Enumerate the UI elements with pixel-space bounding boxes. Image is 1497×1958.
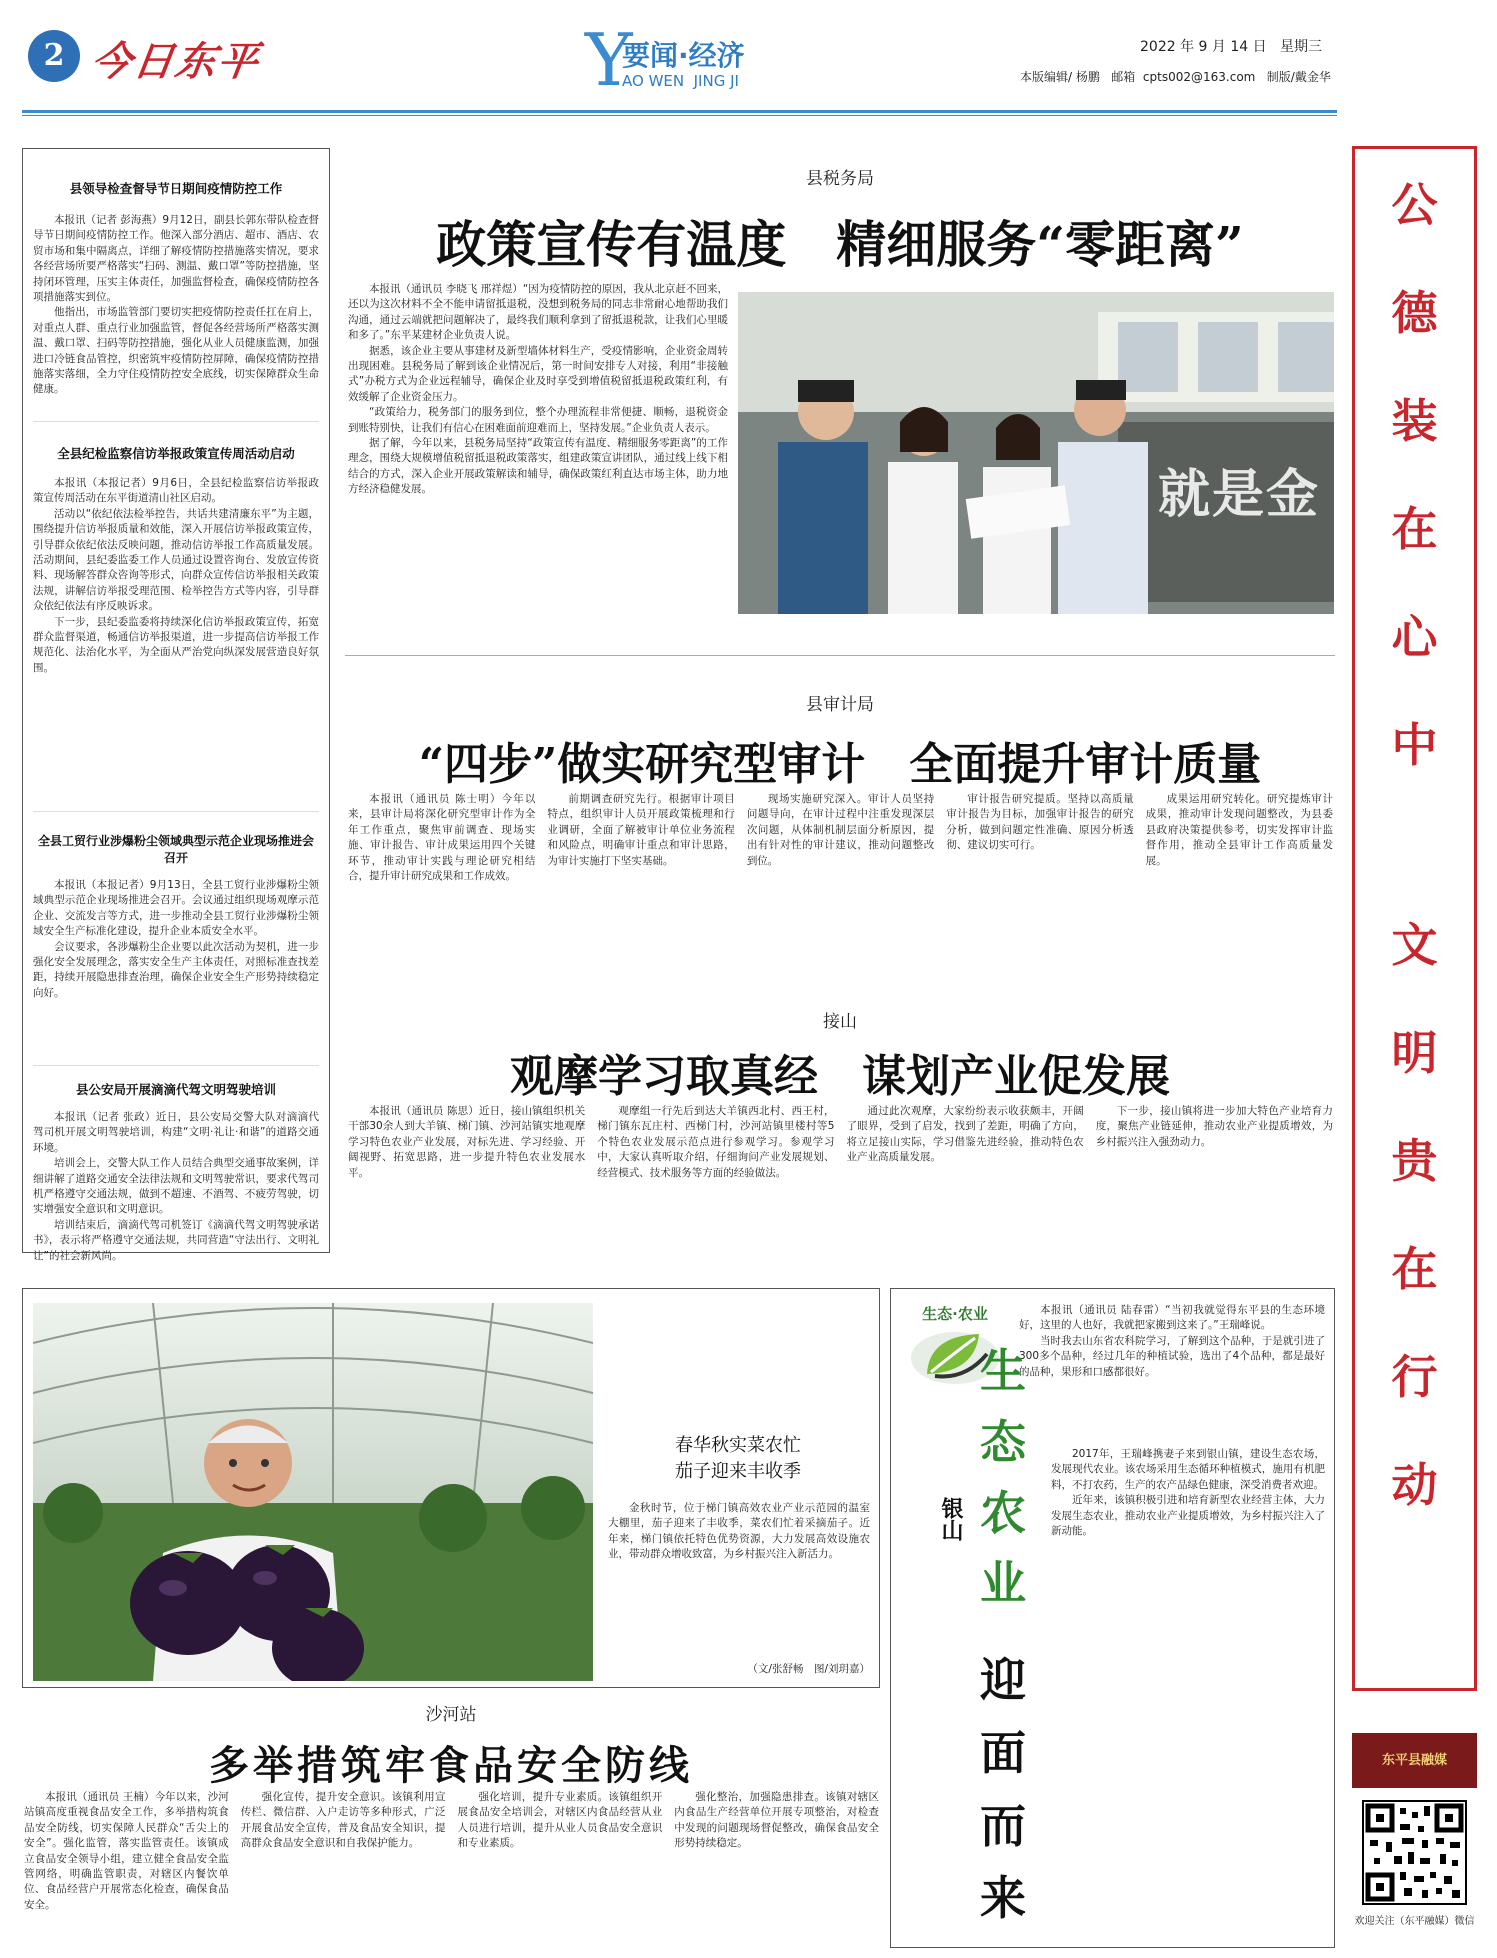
- slogan-char: 文: [1391, 918, 1438, 972]
- article-kicker: 沙河站: [425, 1705, 477, 1725]
- slogan-char: 心: [1391, 610, 1438, 664]
- brief-title: 县领导检查督导节日期间疫情防控工作: [69, 181, 283, 196]
- article-kicker: 县税务局: [806, 169, 874, 189]
- slogan-char: 中: [1391, 718, 1438, 772]
- article-kicker: 接山: [345, 1007, 1335, 1032]
- article-headline: 观摩学习取真经 谋划产业促发展: [510, 1051, 1170, 1102]
- article-headline: 政策宣传有温度 精细服务“零距离”: [436, 215, 1244, 274]
- article-column: 通过此次观摩，大家纷纷表示收获颇丰，开阔了眼界，受到了启发，找到了差距，明确了方向，将立足接山实际，学习借鉴先进经验，推动特色农业产业高质量发展。: [846, 1105, 1084, 1164]
- article-column: 审计报告研究提质。坚持以高质量审计报告为目标，加强审计报告的研究分析，做到问题定性准确、原因分析透彻、建议切实可行。: [946, 793, 1134, 852]
- slogan-char: 明: [1391, 1026, 1438, 1080]
- article-column: 强化整治，加强隐患排查。该镇对辖区内食品生产经营单位开展专项整治，对检查中发现的问题现场督促整改，确保食品安全形势持续稳定。: [674, 1791, 879, 1850]
- qr-code[interactable]: [1362, 1800, 1467, 1905]
- brief-item: [33, 444, 319, 812]
- brief-body: 本报讯（本报记者）9月13日，全县工贸行业涉爆粉尘领域典型示范企业现场推进会召开。会议通过组织现场观摩示范企业、交流发言等方式，进一步推动全县工贸行业涉爆粉尘领域安全生产标准化建设，提升企业本质安全水平。 会议要求，各涉爆粉尘企业要以此次活动为契机，进一步强化安全发展理念，落实安全生产主体责任，对照标准查找差距，持续开展隐患排查治理，确保企业安全生产形势持续稳定向好。: [33, 879, 319, 999]
- photo-feature-title-2: 茄子迎来丰收季: [675, 1461, 801, 1482]
- brief-item: [33, 832, 319, 1066]
- brief-title: 全县纪检监察信访举报政策宣传周活动启动: [57, 446, 295, 461]
- header-rule: [22, 110, 1337, 113]
- article-kicker: 县审计局: [806, 695, 874, 715]
- section-divider: [345, 655, 1335, 656]
- side-slogan-box: [1352, 146, 1477, 1691]
- eco-badge-label: 生态·农业: [922, 1305, 988, 1323]
- slogan-char: 贵: [1391, 1134, 1438, 1188]
- slogan-char: 公: [1391, 178, 1438, 232]
- header-rule-thin: [22, 115, 1337, 116]
- article-column: 前期调查研究先行。根据审计项目特点，组织审计人员开展政策梳理和行业调研，全面了解被审计单位业务流程和风险点，明确审计重点和审计思路，为审计实施打下坚实基础。: [547, 793, 735, 867]
- eco-headline-char: 来: [980, 1871, 1026, 1926]
- brief-body: 本报讯（记者 彭海燕）9月12日，副县长郭东带队检查督导节日期间疫情防控工作。他深入部分酒店、超市、酒店、农贸市场和集中隔离点，详细了解疫情防控措施落实情况，要求各经营场所要严格落实“扫码、测温、戴口罩”等防控措施，坚持闭环管理，压实主体责任，加强监督检查，确保疫情防控各项措施落实到位。 他指出，市场监管部门要切实把疫情防控责任扛在肩上，对重点人群、重点行业加强监管，督促各经营场所严格落实测温、戴口罩、扫码等防控措施，强化从业人员健康监测，加强进口冷链食品管控，织密筑牢疫情防控屏障，确保疫情防控措施落实落细，全力守住疫情防控安全底线，切实保障群众生命健康。: [33, 214, 319, 396]
- farmer-eggplant-photo: [33, 1303, 593, 1681]
- brief-title: 全县工贸行业涉爆粉尘领域典型示范企业现场推进会召开: [37, 834, 314, 865]
- eco-agriculture-box: [890, 1288, 1335, 1948]
- article-column: 强化宣传，提升安全意识。该镇利用宣传栏、微信群、入户走访等多种形式，广泛开展食品安全宣传，普及食品安全知识，提高群众食品安全意识和自我保护能力。: [240, 1791, 446, 1850]
- eco-body: 2017年，王瑞峰携妻子来到银山镇，建设生态农场，发展现代农业。该农场采用生态循环种植模式，施用有机肥料，不打农药，生产的农产品绿色健康，深受消费者欢迎。 近年来，该镇积极引进和培育新型农业经营主体，大力发展生态农业，推动农业产业提质增效，为乡村振兴注入了新动能。: [1051, 1448, 1325, 1538]
- article-column: 下一步，接山镇将进一步加大特色产业培育力度，聚焦产业链延伸，推动农业产业提质增效，为乡村振兴注入强劲动力。: [1095, 1105, 1333, 1148]
- brief-body: 本报讯（记者 张政）近日，县公安局交警大队对滴滴代驾司机开展文明驾驶培训，构建“文明·礼让·和谐”的道路交通环境。 培训会上，交警大队工作人员结合典型交通事故案例，详细讲解了道路交通安全法律法规和文明驾驶常识，要求代驾司机严格遵守交通法规，做到不超速、不酒驾、不疲劳驾驶，切实增强安全意识和文明意识。 培训结束后，滴滴代驾司机签订《滴滴代驾文明驾驶承诺书》，表示将严格遵守交通法规，共同营造“守法出行、文明礼让”的社会新风尚。: [33, 1111, 319, 1262]
- brief-item: [33, 179, 319, 422]
- promo-banner: [1352, 1733, 1477, 1788]
- brief-body: 本报讯（本报记者）9月6日，全县纪检监察信访举报政策宣传周活动在东平街道清山社区启动。 活动以“依纪依法检举控告，共话共建清廉东平”为主题，围绕提升信访举报质量和效能，深入开展信访举报政策宣传，引导群众依纪依法反映问题，推动信访举报工作高质量发展。活动期间，县纪委监委工作人员通过设置咨询台、发放宣传资料、现场解答群众咨询等形式，向群众宣传信访举报相关政策法规，讲解信访举报受理范围、检举控告方式等内容，引导群众依纪依法有序反映诉求。 下一步，县纪委监委将持续深化信访举报政策宣传，拓宽群众监督渠道，畅通信访举报渠道，进一步提高信访举报工作规范化、法治化水平，为全面从严治党向纵深发展营造良好氛围。: [33, 477, 319, 674]
- page-number-badge: [28, 30, 80, 82]
- tax-officers-photo: [738, 292, 1334, 614]
- article-column: 强化培训，提升专业素质。该镇组织开展食品安全培训会，对辖区内食品经营从业人员进行培训，提升从业人员食品安全意识和专业素质。: [457, 1791, 663, 1850]
- photo-feature-body: 金秋时节，位于梯门镇高效农业产业示范园的温室大棚里，茄子迎来了丰收季，菜农们忙着采摘茄子。近年来，梯门镇依托特色优势资源，大力发展高效设施农业，带动群众增收致富，为乡村振兴注入新活力。: [608, 1502, 870, 1561]
- article-column: 观摩组一行先后到达大羊镇西北村、西王村，梯门镇东瓦庄村、西梯门村，沙河站镇里楼村等5个特色农业发展示范点进行参观学习。参观学习中，大家认真听取介绍，仔细询问产业发展规划、经营模式、技术服务等方面的经验做法。: [597, 1105, 835, 1179]
- qr-icon: [1364, 1802, 1465, 1903]
- eco-headline-char: 农: [980, 1485, 1026, 1540]
- article-body: [348, 792, 1333, 1012]
- eco-location: 银山: [938, 1497, 964, 1541]
- article-column: 现场实施研究深入。审计人员坚持问题导向，在审计过程中注重发现深层次问题，从体制机制层面分析原因，提出有针对性的审计建议，推动问题整改到位。: [746, 793, 935, 867]
- page-number: 2: [43, 38, 65, 73]
- photo-feature-box: [22, 1288, 880, 1688]
- eco-headline: [975, 1335, 1031, 1935]
- slogan-char: 行: [1391, 1350, 1438, 1404]
- section-name: 要闻·经济: [622, 39, 745, 72]
- eco-headline-char: 态: [980, 1414, 1026, 1469]
- issue-date: 2022 年 9 月 14 日 星期三: [1140, 39, 1322, 55]
- briefs-column: [22, 148, 330, 1262]
- brief-title: 县公安局开展滴滴代驾文明驾驶培训: [75, 1082, 276, 1097]
- eco-headline-char: 迎: [980, 1653, 1026, 1708]
- eco-headline-char: 面: [980, 1725, 1026, 1780]
- article-column: 成果运用研究转化。研究提炼审计成果，推动审计发现问题整改，为县委县政府决策提供参考，切实发挥审计监督作用，推动全县审计工作高质量发展。: [1145, 793, 1334, 867]
- section-pinyin: AO WEN JING JI: [622, 72, 739, 90]
- photo-feature-credit: （文/张舒畅 图/刘玥嘉）: [747, 1663, 870, 1675]
- photo-feature-title-1: 春华秋实菜农忙: [675, 1435, 801, 1456]
- slogan-char: 动: [1391, 1458, 1438, 1512]
- slogan-char: 在: [1391, 1242, 1438, 1296]
- slogan-char: 装: [1391, 394, 1438, 448]
- article-headline: 多举措筑牢食品安全防线: [209, 1742, 693, 1789]
- article-body: [24, 1790, 879, 1950]
- photo-wall-sign: 就是金: [1158, 465, 1321, 525]
- section-letter: Y: [585, 18, 633, 102]
- article-column: 本报讯（通讯员 陈士明）今年以来，县审计局将深化研究型审计作为全年工作重点，聚焦审前调查、现场实施、审计报告、审计成果运用四个关键环节，推动审计实践与理论研究相结合，提升审计研究成果和工作成效。: [348, 793, 536, 883]
- page-header: [0, 0, 1497, 118]
- article-headline: “四步”做实研究型审计 全面提升审计质量: [418, 739, 1262, 790]
- article-column: 本报讯（通讯员 陈思）近日，接山镇组织机关干部30余人到大羊镇、梯门镇、沙河站镇实地观摩学习特色农业产业发展，对标先进、学习经验、开阔视野、拓宽思路，进一步提升特色农业发展水平。: [348, 1105, 586, 1179]
- masthead-logo: [88, 30, 264, 87]
- greenhouse-illustration: [33, 1303, 593, 1681]
- slogan-char: 在: [1391, 502, 1438, 556]
- qr-caption: 欢迎关注（东平融媒）微信: [1354, 1916, 1475, 1927]
- promo-label: 东平县融媒: [1381, 1753, 1447, 1768]
- eco-body-top: 本报讯（通讯员 陆春雷）“当初我就觉得东平县的生态环境好，这里的人也好，我就把家搬到这来了。”王瑞峰说。 当时我去山东省农科院学习，了解到这个品种，于是就引进了300多个品种，经过几年的种植试验，选出了4个品种，都是最好的品种，果形和口感都很好。: [1019, 1304, 1325, 1378]
- eco-headline-char: 生: [980, 1344, 1026, 1398]
- editor-info: 本版编辑/ 杨鹏 邮箱 cpts002@163.com 制版/戴金华: [1020, 70, 1331, 84]
- brief-item: [33, 1080, 319, 1300]
- article-body: [348, 1104, 1333, 1269]
- eco-headline-char: 业: [980, 1556, 1026, 1611]
- article-column: 本报讯（通讯员 王楠）今年以来，沙河站镇高度重视食品安全工作，多举措构筑食品安全防线，切实保障人民群众“舌尖上的安全”。强化监管，落实监管责任。该镇成立食品安全领导小组，建立健全食品安全监管网络，明确监管职责，对辖区内餐饮单位、食品经营户开展常态化检查，确保食品安全。: [24, 1791, 229, 1911]
- article-body: 本报讯（通讯员 李晓飞 邢祥煜）“因为疫情防控的原因，我从北京赶不回来，还以为这次材料不全不能申请留抵退税，没想到税务局的同志非常耐心地帮助我们沟通，通过云端就把问题解决了，最终我们顺利拿到了留抵退税款，让我们心里暖和多了。”东平某建材企业负责人说。 据悉，该企业主要从事建材及新型墙体材料生产，受疫情影响，企业资金周转出现困难。县税务局了解到该企业情况后，第一时间安排专人对接，利用“非接触式”办税方式为企业远程辅导，确保企业及时享受到增值税留抵退税政策红利，有效缓解了企业资金压力。 “政策给力，税务部门的服务到位，整个办理流程非常便捷、顺畅，退税资金到账特别快，让我们有信心在困难面前迎难而上，坚持发展。”企业负责人表示。 据了解，今年以来，县税务局坚持“政策宣传有温度、精细服务零距离”的工作理念，围绕大规模增值税留抵退税政策落实，组建政策宣讲团队，通过线上线下相结合的方式，深入企业开展政策解读和辅导，确保政策红利直达市场主体，助力地方经济稳健发展。: [348, 283, 728, 496]
- eco-headline-char: 而: [980, 1798, 1026, 1853]
- side-slogan: [1355, 169, 1474, 1669]
- slogan-char: 德: [1391, 286, 1438, 340]
- masthead-text: 今日东平: [88, 38, 263, 85]
